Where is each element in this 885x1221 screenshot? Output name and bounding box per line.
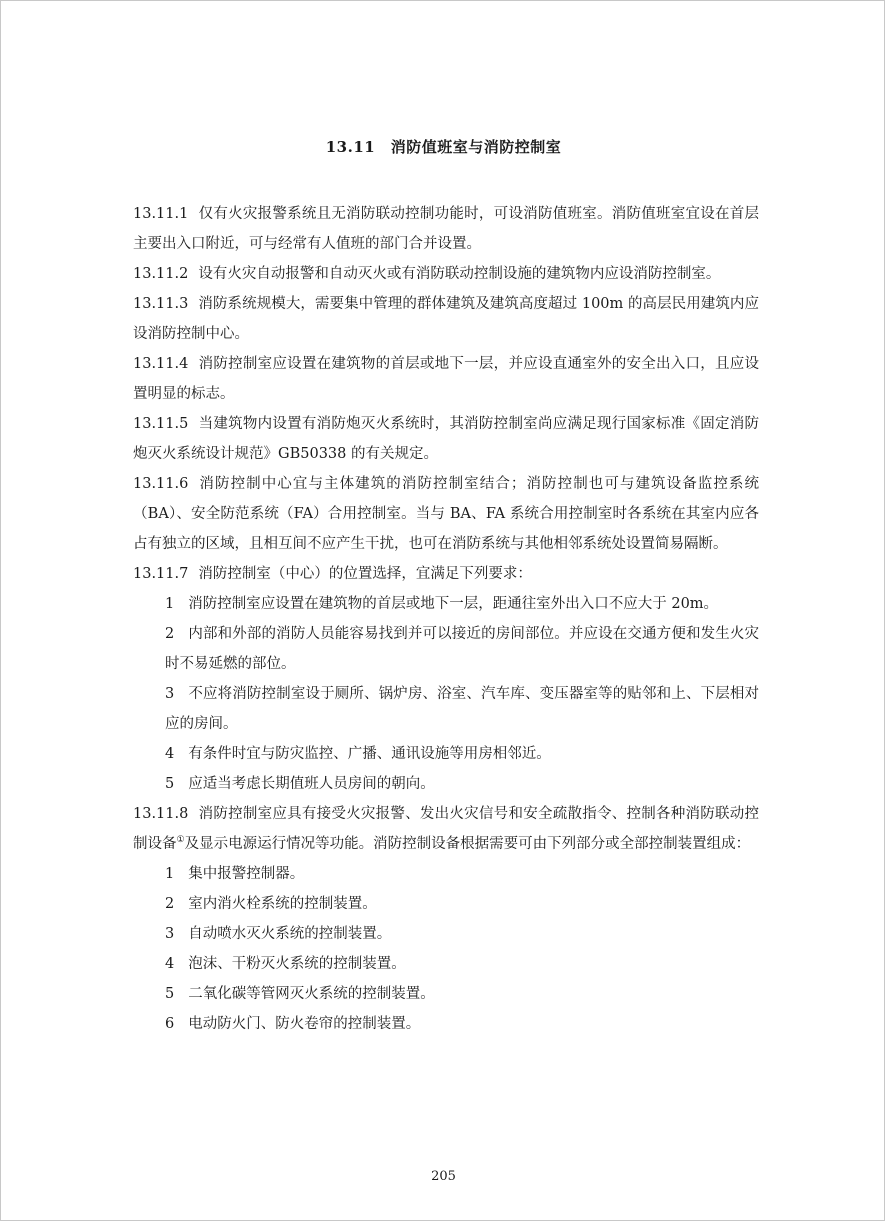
- list-item-text: 室内消火栓系统的控制装置。: [188, 896, 377, 912]
- clause-number: 13.11.6: [133, 476, 189, 492]
- clause-number: 13.11.4: [133, 356, 189, 372]
- list-item: [133, 949, 759, 979]
- clause-text-after: 及显示电源运行情况等功能。消防控制设备根据需要可由下列部分或全部控制装置组成：: [184, 836, 751, 852]
- list-item-text: 自动喷水灭火系统的控制装置。: [188, 926, 392, 942]
- clause-text: 设有火灾自动报警和自动灭火或有消防联动控制设施的建筑物内应设消防控制室。: [198, 266, 721, 282]
- clause-number: 13.11.3: [133, 296, 189, 312]
- clause-number: 13.11.2: [133, 266, 189, 282]
- list-item-number: 5: [165, 776, 175, 792]
- list-item-text: 有条件时宜与防灾监控、广播、通讯设施等用房相邻近。: [188, 746, 551, 762]
- list-item-text: 泡沫、干粉灭火系统的控制装置。: [188, 956, 406, 972]
- list-item-number: 4: [165, 746, 175, 762]
- list-item: [133, 859, 759, 889]
- clause-text: 仅有火灾报警系统且无消防联动控制功能时，可设消防值班室。消防值班室宜设在首层主要出入口附近，可与经常有人值班的部门合并设置。: [133, 206, 759, 252]
- page-number: 205: [431, 1169, 456, 1184]
- clause-text-before: 消防控制室应具有接受火灾报警、发出火灾信号和安全疏散指令、控制各种消防联动控制设备: [133, 806, 759, 852]
- list-item-number: 5: [165, 986, 175, 1002]
- list-item-number: 6: [165, 1016, 175, 1032]
- clause-13-11-8: [133, 799, 759, 859]
- clause-13-11-2: [133, 259, 759, 289]
- clause-number: 13.11.1: [133, 206, 189, 222]
- clause-text: 消防系统规模大，需要集中管理的群体建筑及建筑高度超过 100m 的高层民用建筑内应设消防控制中心。: [133, 296, 759, 342]
- list-item-text: 消防控制室应设置在建筑物的首层或地下一层，距通往室外出入口不应大于 20m。: [188, 596, 719, 612]
- list-item-number: 4: [165, 956, 175, 972]
- list-item-number: 2: [165, 626, 175, 642]
- list-item: [133, 1009, 759, 1039]
- list-item: [133, 979, 759, 1009]
- clause-number: 13.11.5: [133, 416, 189, 432]
- clause-text: 消防控制中心宜与主体建筑的消防控制室结合；消防控制也可与建筑设备监控系统（BA）、安全防范系统（FA）合用控制室。当与 BA、FA 系统合用控制室时各系统在其室内应各占有独立的区域，且相互间不应产生干扰，也可在消防系统与其他相邻系统处设置简易隔断。: [133, 476, 759, 552]
- list-item-number: 2: [165, 896, 175, 912]
- list-item-number: 3: [165, 686, 175, 702]
- clause-text: 当建筑物内设置有消防炮灭火系统时，其消防控制室尚应满足现行国家标准《固定消防炮灭火系统设计规范》GB50338 的有关规定。: [133, 416, 759, 462]
- list-item-text: 内部和外部的消防人员能容易找到并可以接近的房间部位。并应设在交通方便和发生火灾时不易延燃的部位。: [165, 626, 759, 672]
- list-item-text: 不应将消防控制室设于厕所、锅炉房、浴室、汽车库、变压器室等的贴邻和上、下层相对应的房间。: [165, 686, 759, 732]
- clause-13-11-5: [133, 409, 759, 469]
- footnote-marker: ①: [176, 835, 185, 846]
- clause-13-11-6: [133, 469, 759, 559]
- clause-text: 消防控制室应设置在建筑物的首层或地下一层，并应设直通室外的安全出入口，且应设置明显的标志。: [133, 356, 759, 402]
- list-item-number: 3: [165, 926, 175, 942]
- list-item: [133, 889, 759, 919]
- list-item-text: 电动防火门、防火卷帘的控制装置。: [188, 1016, 421, 1032]
- clause-number: 13.11.7: [133, 566, 189, 582]
- list-item-text: 应适当考虑长期值班人员房间的朝向。: [188, 776, 435, 792]
- clause-13-11-3: [133, 289, 759, 349]
- list-item-text: 集中报警控制器。: [188, 866, 305, 882]
- clause-number: 13.11.8: [133, 806, 189, 822]
- list-item: [133, 619, 759, 679]
- list-item: [133, 589, 759, 619]
- clause-text: 消防控制室（中心）的位置选择，宜满足下列要求：: [198, 566, 532, 582]
- list-item-number: 1: [165, 866, 175, 882]
- section-title: 13.11 消防值班室与消防控制室: [325, 138, 562, 156]
- clause-13-11-1: [133, 199, 759, 259]
- clause-13-11-4: [133, 349, 759, 409]
- clause-13-11-7: [133, 559, 759, 589]
- list-item: [133, 769, 759, 799]
- list-item-text: 二氧化碳等管网灭火系统的控制装置。: [188, 986, 435, 1002]
- list-item: [133, 739, 759, 769]
- list-item: [133, 919, 759, 949]
- list-item: [133, 679, 759, 739]
- list-item-number: 1: [165, 596, 175, 612]
- document-body: [133, 199, 759, 1039]
